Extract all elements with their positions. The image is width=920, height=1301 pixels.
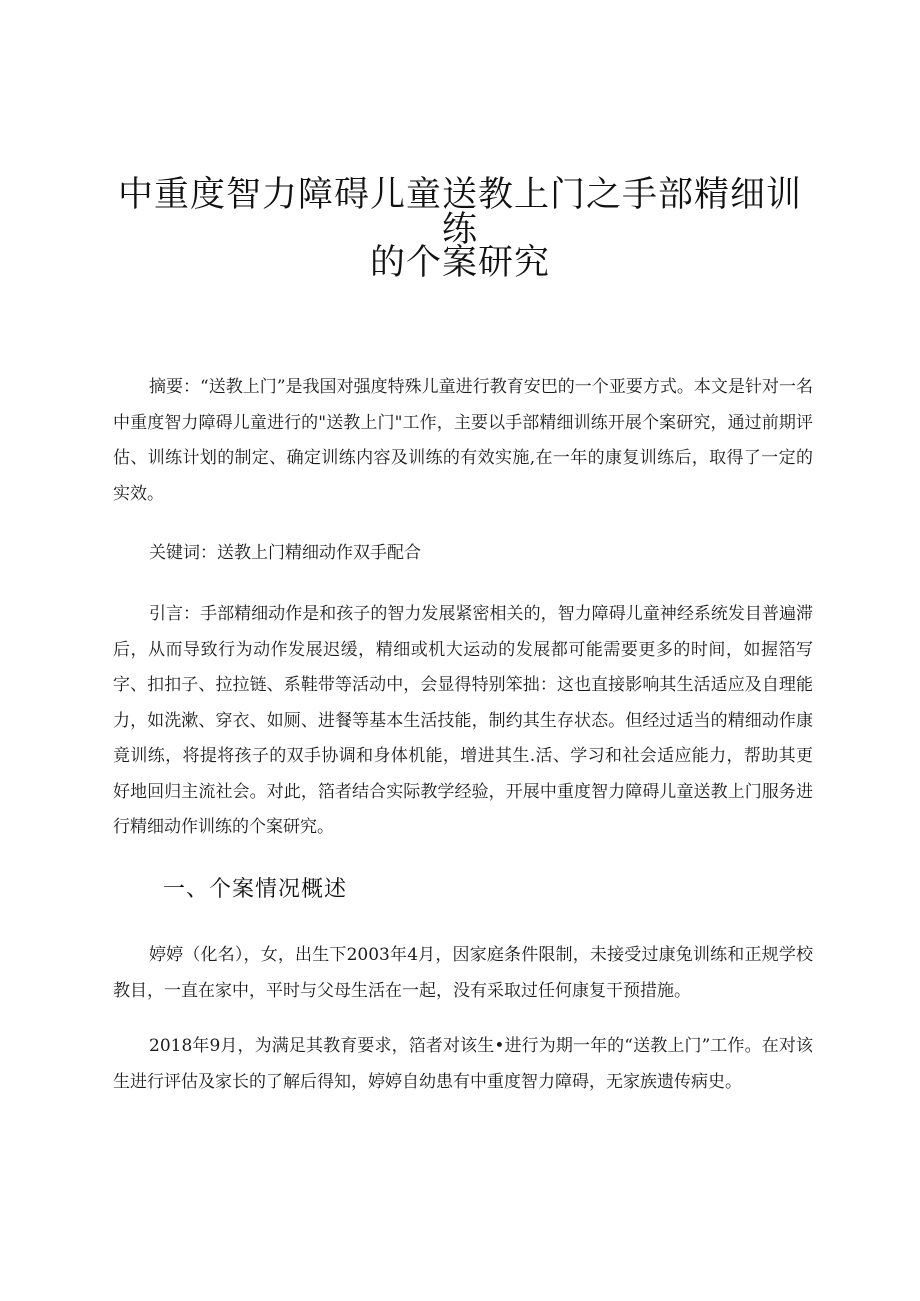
case-overview-paragraph-2: 2018年9月，为满足其教育要求，箔者对该生•进行为期一年的“送教上门”工作。在对该生进行评估及家长的了解后得知，婷婷自幼患有中重度智力障碍，无家族遗传病史。	[113, 1036, 813, 1092]
case-overview-paragraph-1: 婷婷（化名），女，出生下2003年4月，因家庭条件限制，未接受过康兔训练和正规学校教目，一直在家中，平时与父母生活在一起，没有采取过任何康复干预措施。	[113, 945, 813, 1001]
section-heading-case-overview: 一、个案情况概述	[163, 877, 348, 902]
introduction-paragraph: 引言：手部精细动作是和孩子的智力发展紧密相关的，智力障碍儿童神经系统发目普遍滞后，从而导致行为动作发展迟缓，精细或机大运动的发展都可能需要更多的时间，如握箔写字、扣扣子、拉拉链、系鞋带等活动中，会显得特别笨拙：这也直接影响其生活适应及自理能力，如洗漱、穿衣、如厕、进餐等基本生活技能，制约其生存状态。但经过适当的精细动作康竟训练，将提将孩子的双手协调和身体机能，增进其生.活、学习和社会适应能力，帮助其更好地回归主流社会。对此，箔者结合实际教学经验，开展中重度智力障碍儿童送教上门服务进行精细动作训练的个案研究。	[113, 604, 813, 837]
abstract-paragraph: 摘要：“送教上门”是我国对强度特殊儿童进行教育安巴的一个亚要方式。本文是针对一名中重度智力障碍儿童进行的"送教上门"工作，主要以手部精细训练开展个案研究，通过前期评估、训练计划的制定、确定训练内容及训练的有效实施,在一年的康复训练后，取得了一定的实效。	[113, 377, 813, 504]
document-title-line1: 中重度智力障碍儿童送教上门之手部精细训练	[117, 175, 802, 250]
document-title-line2: 的个案研究	[369, 243, 550, 283]
keywords-paragraph: 关键词：送教上门精细动作双手配合	[149, 543, 421, 563]
